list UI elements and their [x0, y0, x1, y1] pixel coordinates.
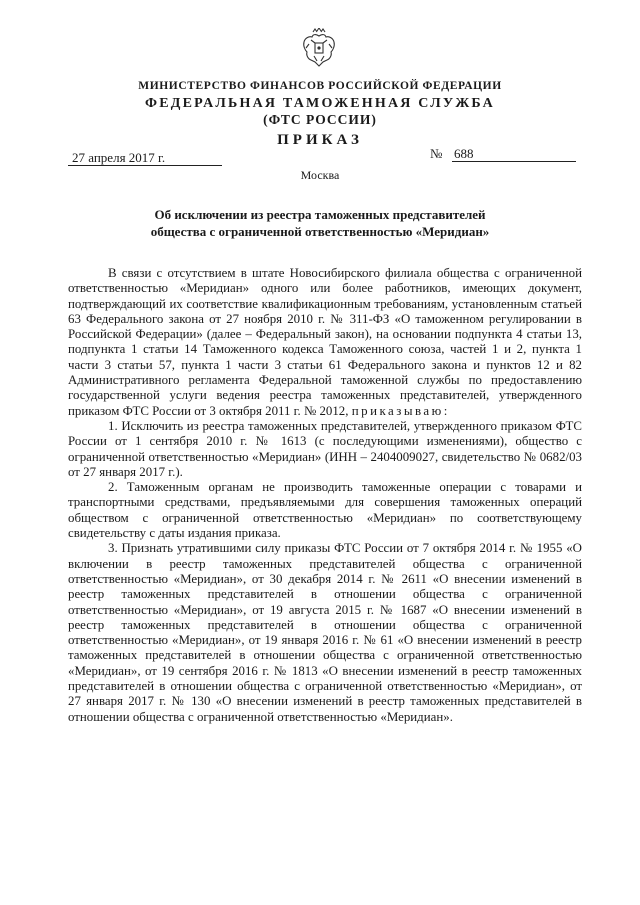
item-3: 3. Признать утратившими силу приказы ФТС России от 7 октября 2014 г. № 1955 «О включении в реестр таможенных представителей общества с ограниченной ответственностью «Меридиан», от 30 декабря 2014 г. № 2611 «О внесении изменений в реестр таможенных представителей в отношении общества с ограниченной ответственностью «Меридиан», от 19 августа 2015 г. № 1687 «О внесении изменений в реестр таможенных представителей в отношении общества с ограниченной ответственностью «Меридиан», от 19 января 2016 г. № 61 «О внесении изменений в реестр таможенных представителей в отношении общества с ограниченной ответственностью «Меридиан», от 19 сентября 2016 г. № 1813 «О внесении изменений в реестр таможенных представителей в отношении общества с ограниченной ответственностью «Меридиан», от 27 января 2017 г. № 130 «О внесении изменений в реестр таможенных представителей в отношении общества с ограниченной ответственностью «Меридиан». [68, 541, 582, 724]
service-name: ФЕДЕРАЛЬНАЯ ТАМОЖЕННАЯ СЛУЖБА [145, 96, 495, 111]
document-city: Москва [300, 168, 340, 182]
document-number-prefix: № [430, 146, 443, 161]
item-1: 1. Исключить из реестра таможенных представителей, утвержденного приказом ФТС России от 1 сентября 2010 г. № 1613 (с последующими изменениями), общество с ограниченной ответственностью «Меридиан» (ИНН – 2404009027, свидетельство № 0682/03 от 27 января 2017 г.). [68, 418, 582, 479]
document-title [80, 206, 560, 240]
document-date: 27 апреля 2017 г. [68, 150, 222, 166]
title-line-2: общества с ограниченной ответственностью «Меридиан» [150, 224, 490, 239]
order-word: приказываю: [351, 403, 450, 418]
document-type: ПРИКАЗ [277, 132, 363, 148]
ministry-name: МИНИСТЕРСТВО ФИНАНСОВ РОССИЙСКОЙ ФЕДЕРАЦИИ [138, 80, 502, 92]
russian-coat-of-arms-icon [300, 28, 338, 70]
service-abbreviation: (ФТС РОССИИ) [263, 112, 377, 127]
item-2: 2. Таможенным органам не производить таможенные операции с товарами и транспортными средствами, предъявляемыми для совершения таможенных операций обществом с ограниченной ответственностью «Меридиан» по соответствующему свидетельству с даты издания приказа. [68, 480, 582, 541]
title-line-1: Об исключении из реестра таможенных представителей [154, 207, 486, 222]
document-body [68, 266, 582, 725]
intro-text: В связи с отсутствием в штате Новосибирского филиала общества с ограниченной ответственностью «Меридиан» одного или более работников, имеющих документ, подтверждающий их соответствие квалификационным требованиям, установленным статьей 63 Федерального закона от 27 ноября 2010 г. № 311-ФЗ «О таможенном регулировании в Российской Федерации» (далее – Федеральный закон), на основании подпункта 4 статьи 13, подпункта 1 статьи 14 Таможенного кодекса Таможенного союза, частей 1 и 2, пункта 1 части 3 статьи 57, пункта 1 части 3 статьи 61 Федерального закона и пунктов 12 и 82 Административного регламента Федеральной таможенной службы по предоставлению государственной услуги ведения реестра таможенных представителей, утвержденного приказом ФТС России от 3 октября 2011 г. № 2012, [68, 266, 582, 418]
intro-paragraph [68, 266, 582, 419]
document-number: 688 [452, 146, 576, 162]
